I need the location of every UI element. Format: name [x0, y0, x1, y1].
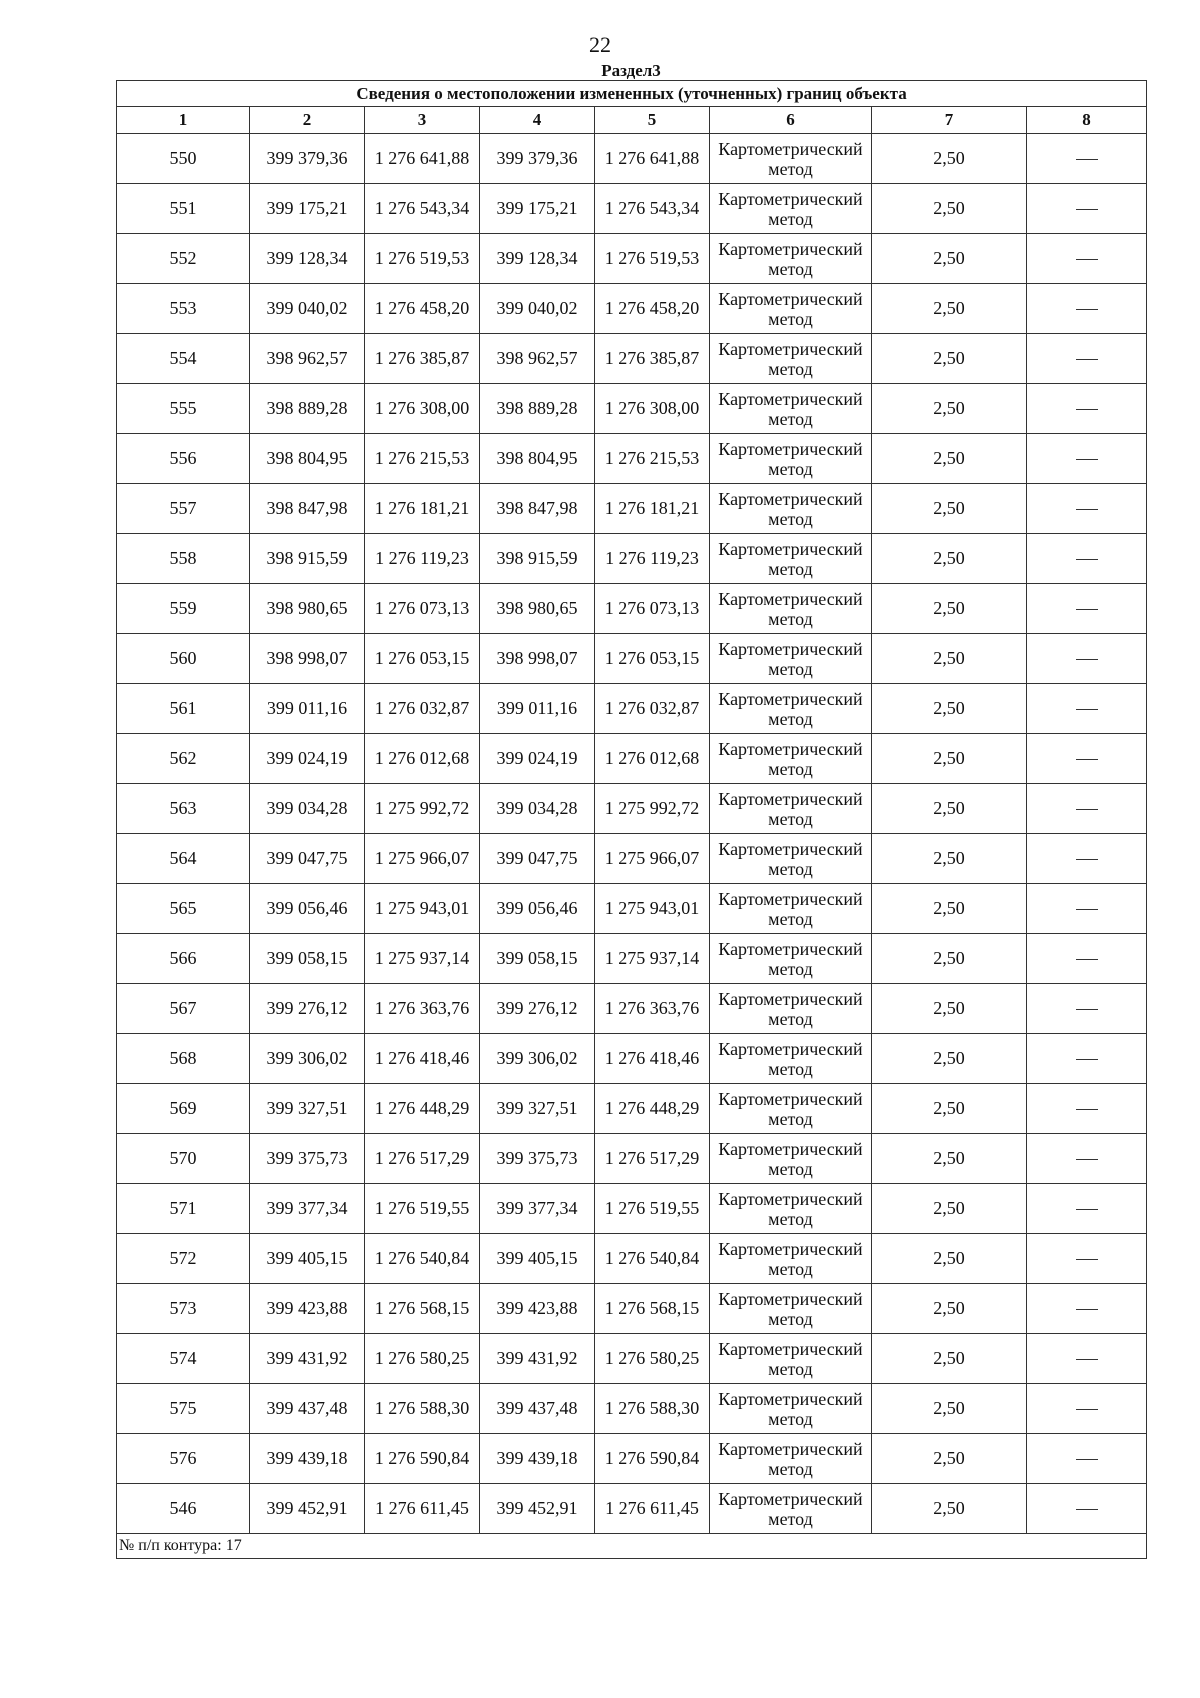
dash-mark	[1076, 1309, 1098, 1310]
empty-value-cell	[1027, 534, 1147, 584]
point-number-cell: 559	[117, 584, 250, 634]
method-cell: Картометрический метод	[710, 784, 872, 834]
table-cell: 1 276 543,34	[595, 184, 710, 234]
method-cell: Картометрический метод	[710, 1034, 872, 1084]
table-row	[117, 1234, 1147, 1284]
table-cell: 399 405,15	[250, 1234, 365, 1284]
table-cell: 399 452,91	[250, 1484, 365, 1534]
table-cell: 1 275 992,72	[365, 784, 480, 834]
method-cell: Картометрический метод	[710, 734, 872, 784]
table-row	[117, 1184, 1147, 1234]
empty-value-cell	[1027, 1284, 1147, 1334]
method-cell: Картометрический метод	[710, 934, 872, 984]
column-header-4: 4	[480, 107, 595, 134]
table-cell: 1 276 641,88	[365, 134, 480, 184]
dash-mark	[1076, 159, 1098, 160]
table-cell: 1 275 966,07	[365, 834, 480, 884]
table-cell: 2,50	[872, 934, 1027, 984]
table-cell: 2,50	[872, 634, 1027, 684]
table-cell: 1 276 385,87	[365, 334, 480, 384]
dash-mark	[1076, 1059, 1098, 1060]
empty-value-cell	[1027, 434, 1147, 484]
point-number-cell: 572	[117, 1234, 250, 1284]
table-cell: 399 011,16	[480, 684, 595, 734]
point-number-cell: 566	[117, 934, 250, 984]
method-cell: Картометрический метод	[710, 234, 872, 284]
table-row	[117, 734, 1147, 784]
column-header-8: 8	[1027, 107, 1147, 134]
point-number-cell: 567	[117, 984, 250, 1034]
table-cell: 399 024,19	[480, 734, 595, 784]
table-cell: 1 276 641,88	[595, 134, 710, 184]
table-cell: 2,50	[872, 1484, 1027, 1534]
table-row	[117, 1384, 1147, 1434]
dash-mark	[1076, 809, 1098, 810]
table-cell: 1 276 568,15	[595, 1284, 710, 1334]
table-cell: 1 276 073,13	[365, 584, 480, 634]
table-cell: 398 804,95	[480, 434, 595, 484]
column-header-5: 5	[595, 107, 710, 134]
table-cell: 2,50	[872, 134, 1027, 184]
method-cell: Картометрический метод	[710, 584, 872, 634]
point-number-cell: 569	[117, 1084, 250, 1134]
point-number-cell: 564	[117, 834, 250, 884]
table-row	[117, 284, 1147, 334]
table-cell: 398 962,57	[480, 334, 595, 384]
table-cell: 2,50	[872, 384, 1027, 434]
table-cell: 1 275 966,07	[595, 834, 710, 884]
dash-mark	[1076, 909, 1098, 910]
point-number-cell: 568	[117, 1034, 250, 1084]
table-cell: 1 276 458,20	[595, 284, 710, 334]
table-cell: 399 379,36	[250, 134, 365, 184]
table-cell: 2,50	[872, 1134, 1027, 1184]
table-cell: 1 276 519,55	[365, 1184, 480, 1234]
table-row	[117, 584, 1147, 634]
dash-mark	[1076, 1259, 1098, 1260]
dash-mark	[1076, 309, 1098, 310]
table-cell: 1 276 012,68	[595, 734, 710, 784]
point-number-cell: 552	[117, 234, 250, 284]
point-number-cell: 575	[117, 1384, 250, 1434]
table-row	[117, 334, 1147, 384]
table-cell: 1 276 458,20	[365, 284, 480, 334]
table-row	[117, 484, 1147, 534]
empty-value-cell	[1027, 334, 1147, 384]
table-cell: 1 276 540,84	[365, 1234, 480, 1284]
dash-mark	[1076, 1459, 1098, 1460]
empty-value-cell	[1027, 1434, 1147, 1484]
table-cell: 1 276 032,87	[595, 684, 710, 734]
contour-number: № п/п контура: 17	[117, 1534, 1147, 1559]
dash-mark	[1076, 409, 1098, 410]
dash-mark	[1076, 759, 1098, 760]
point-number-cell: 557	[117, 484, 250, 534]
table-cell: 399 047,75	[480, 834, 595, 884]
method-cell: Картометрический метод	[710, 1434, 872, 1484]
method-cell: Картометрический метод	[710, 184, 872, 234]
point-number-cell: 558	[117, 534, 250, 584]
table-cell: 1 276 540,84	[595, 1234, 710, 1284]
point-number-cell: 573	[117, 1284, 250, 1334]
point-number-cell: 556	[117, 434, 250, 484]
page-number: 22	[589, 32, 611, 57]
table-cell: 399 175,21	[480, 184, 595, 234]
method-cell: Картометрический метод	[710, 134, 872, 184]
table-cell: 2,50	[872, 884, 1027, 934]
section-title: Раздел3	[601, 61, 661, 80]
table-cell: 1 276 588,30	[595, 1384, 710, 1434]
table-cell: 1 276 012,68	[365, 734, 480, 784]
table-cell: 399 439,18	[480, 1434, 595, 1484]
point-number-cell: 563	[117, 784, 250, 834]
point-number-cell: 565	[117, 884, 250, 934]
empty-value-cell	[1027, 484, 1147, 534]
dash-mark	[1076, 1209, 1098, 1210]
table-cell: 1 275 937,14	[365, 934, 480, 984]
table-cell: 398 804,95	[250, 434, 365, 484]
table-cell: 2,50	[872, 584, 1027, 634]
table-cell: 1 276 385,87	[595, 334, 710, 384]
table-row	[117, 1134, 1147, 1184]
column-header-6: 6	[710, 107, 872, 134]
table-cell: 399 327,51	[480, 1084, 595, 1134]
column-header-row	[117, 107, 1147, 134]
table-cell: 1 276 448,29	[595, 1084, 710, 1134]
table-cell: 399 306,02	[480, 1034, 595, 1084]
dash-mark	[1076, 559, 1098, 560]
table-cell: 1 276 308,00	[595, 384, 710, 434]
table-cell: 1 276 363,76	[365, 984, 480, 1034]
dash-mark	[1076, 659, 1098, 660]
contour-footer-row	[117, 1534, 1147, 1559]
table-cell: 398 915,59	[250, 534, 365, 584]
point-number-cell: 554	[117, 334, 250, 384]
table-cell: 399 040,02	[250, 284, 365, 334]
empty-value-cell	[1027, 134, 1147, 184]
point-number-cell: 550	[117, 134, 250, 184]
table-cell: 2,50	[872, 284, 1027, 334]
table-cell: 1 275 943,01	[365, 884, 480, 934]
dash-mark	[1076, 959, 1098, 960]
empty-value-cell	[1027, 934, 1147, 984]
table-cell: 399 058,15	[250, 934, 365, 984]
table-row	[117, 684, 1147, 734]
table-cell: 398 962,57	[250, 334, 365, 384]
point-number-cell: 561	[117, 684, 250, 734]
table-cell: 1 276 517,29	[595, 1134, 710, 1184]
point-number-cell: 570	[117, 1134, 250, 1184]
method-cell: Картометрический метод	[710, 284, 872, 334]
dash-mark	[1076, 1159, 1098, 1160]
empty-value-cell	[1027, 634, 1147, 684]
table-cell: 1 276 181,21	[595, 484, 710, 534]
table-cell: 399 437,48	[480, 1384, 595, 1434]
table-cell: 2,50	[872, 784, 1027, 834]
point-number-cell: 553	[117, 284, 250, 334]
table-cell: 398 915,59	[480, 534, 595, 584]
table-cell: 399 276,12	[480, 984, 595, 1034]
point-number-cell: 571	[117, 1184, 250, 1234]
table-row	[117, 1334, 1147, 1384]
method-cell: Картометрический метод	[710, 434, 872, 484]
table-row	[117, 184, 1147, 234]
table-row	[117, 984, 1147, 1034]
empty-value-cell	[1027, 1034, 1147, 1084]
method-cell: Картометрический метод	[710, 1284, 872, 1334]
table-cell: 398 998,07	[250, 634, 365, 684]
table-cell: 1 276 418,46	[365, 1034, 480, 1084]
table-cell: 399 375,73	[250, 1134, 365, 1184]
table-cell: 1 276 519,53	[365, 234, 480, 284]
empty-value-cell	[1027, 834, 1147, 884]
table-cell: 398 980,65	[480, 584, 595, 634]
table-cell: 399 128,34	[480, 234, 595, 284]
table-cell: 2,50	[872, 1034, 1027, 1084]
table-cell: 399 034,28	[480, 784, 595, 834]
dash-mark	[1076, 209, 1098, 210]
table-cell: 2,50	[872, 734, 1027, 784]
method-cell: Картометрический метод	[710, 384, 872, 434]
table-cell: 1 276 611,45	[595, 1484, 710, 1534]
table-cell: 1 275 943,01	[595, 884, 710, 934]
table-cell: 399 377,34	[250, 1184, 365, 1234]
table-cell: 1 276 363,76	[595, 984, 710, 1034]
table-cell: 1 276 119,23	[365, 534, 480, 584]
table-cell: 399 276,12	[250, 984, 365, 1034]
table-cell: 399 437,48	[250, 1384, 365, 1434]
empty-value-cell	[1027, 1484, 1147, 1534]
table-row	[117, 784, 1147, 834]
table-cell: 1 276 032,87	[365, 684, 480, 734]
table-cell: 398 889,28	[480, 384, 595, 434]
empty-value-cell	[1027, 384, 1147, 434]
empty-value-cell	[1027, 284, 1147, 334]
empty-value-cell	[1027, 1234, 1147, 1284]
table-cell: 399 056,46	[480, 884, 595, 934]
empty-value-cell	[1027, 1184, 1147, 1234]
empty-value-cell	[1027, 234, 1147, 284]
table-caption: Сведения о местоположении измененных (уточненных) границ объекта	[117, 81, 1147, 107]
table-cell: 399 024,19	[250, 734, 365, 784]
point-number-cell: 546	[117, 1484, 250, 1534]
method-cell: Картометрический метод	[710, 834, 872, 884]
point-number-cell: 560	[117, 634, 250, 684]
table-row	[117, 134, 1147, 184]
table-cell: 399 405,15	[480, 1234, 595, 1284]
point-number-cell: 551	[117, 184, 250, 234]
table-row	[117, 884, 1147, 934]
table-cell: 2,50	[872, 1334, 1027, 1384]
point-number-cell: 574	[117, 1334, 250, 1384]
method-cell: Картометрический метод	[710, 884, 872, 934]
table-cell: 2,50	[872, 184, 1027, 234]
method-cell: Картометрический метод	[710, 484, 872, 534]
table-cell: 398 889,28	[250, 384, 365, 434]
method-cell: Картометрический метод	[710, 534, 872, 584]
table-cell: 399 377,34	[480, 1184, 595, 1234]
table-cell: 399 306,02	[250, 1034, 365, 1084]
empty-value-cell	[1027, 984, 1147, 1034]
table-cell: 1 276 611,45	[365, 1484, 480, 1534]
column-header-7: 7	[872, 107, 1027, 134]
table-cell: 399 047,75	[250, 834, 365, 884]
table-cell: 399 034,28	[250, 784, 365, 834]
point-number-cell: 555	[117, 384, 250, 434]
table-row	[117, 234, 1147, 284]
empty-value-cell	[1027, 734, 1147, 784]
table-cell: 2,50	[872, 684, 1027, 734]
table-cell: 399 128,34	[250, 234, 365, 284]
table-cell: 1 276 517,29	[365, 1134, 480, 1184]
method-cell: Картометрический метод	[710, 334, 872, 384]
table-cell: 1 276 181,21	[365, 484, 480, 534]
column-header-3: 3	[365, 107, 480, 134]
column-header-2: 2	[250, 107, 365, 134]
table-cell: 399 040,02	[480, 284, 595, 334]
table-cell: 2,50	[872, 1234, 1027, 1284]
table-row	[117, 934, 1147, 984]
table-cell: 2,50	[872, 484, 1027, 534]
table-cell: 1 276 519,53	[595, 234, 710, 284]
table-cell: 2,50	[872, 1434, 1027, 1484]
table-cell: 399 327,51	[250, 1084, 365, 1134]
table-cell: 399 056,46	[250, 884, 365, 934]
table-cell: 1 276 588,30	[365, 1384, 480, 1434]
table-row	[117, 1434, 1147, 1484]
table-cell: 1 276 215,53	[595, 434, 710, 484]
method-cell: Картометрический метод	[710, 684, 872, 734]
table-cell: 2,50	[872, 984, 1027, 1034]
point-number-cell: 562	[117, 734, 250, 784]
table-row	[117, 634, 1147, 684]
table-cell: 1 275 937,14	[595, 934, 710, 984]
table-cell: 399 379,36	[480, 134, 595, 184]
table-caption-row	[117, 81, 1147, 107]
table-cell: 399 375,73	[480, 1134, 595, 1184]
dash-mark	[1076, 1509, 1098, 1510]
table-cell: 398 980,65	[250, 584, 365, 634]
dash-mark	[1076, 359, 1098, 360]
table-cell: 1 276 119,23	[595, 534, 710, 584]
dash-mark	[1076, 859, 1098, 860]
table-row	[117, 834, 1147, 884]
empty-value-cell	[1027, 184, 1147, 234]
table-cell: 1 276 308,00	[365, 384, 480, 434]
table-cell: 399 423,88	[480, 1284, 595, 1334]
boundary-coordinates-table	[116, 80, 1147, 1559]
table-row	[117, 384, 1147, 434]
table-body	[117, 134, 1147, 1534]
table-cell: 1 276 215,53	[365, 434, 480, 484]
table-cell: 399 431,92	[250, 1334, 365, 1384]
table-cell: 399 175,21	[250, 184, 365, 234]
table-cell: 1 275 992,72	[595, 784, 710, 834]
table-cell: 1 276 568,15	[365, 1284, 480, 1334]
table-cell: 398 998,07	[480, 634, 595, 684]
table-row	[117, 434, 1147, 484]
table-cell: 1 276 580,25	[595, 1334, 710, 1384]
table-cell: 399 058,15	[480, 934, 595, 984]
table-cell: 1 276 448,29	[365, 1084, 480, 1134]
empty-value-cell	[1027, 1384, 1147, 1434]
table-cell: 399 431,92	[480, 1334, 595, 1384]
table-cell: 398 847,98	[250, 484, 365, 534]
table-cell: 1 276 053,15	[365, 634, 480, 684]
table-cell: 1 276 590,84	[365, 1434, 480, 1484]
table-cell: 2,50	[872, 234, 1027, 284]
dash-mark	[1076, 709, 1098, 710]
table-cell: 2,50	[872, 334, 1027, 384]
column-header-1: 1	[117, 107, 250, 134]
empty-value-cell	[1027, 884, 1147, 934]
empty-value-cell	[1027, 1134, 1147, 1184]
table-row	[117, 1284, 1147, 1334]
table-cell: 1 276 418,46	[595, 1034, 710, 1084]
method-cell: Картометрический метод	[710, 634, 872, 684]
table-cell: 399 011,16	[250, 684, 365, 734]
table-cell: 2,50	[872, 534, 1027, 584]
table-cell: 399 423,88	[250, 1284, 365, 1334]
method-cell: Картометрический метод	[710, 1084, 872, 1134]
table-cell: 398 847,98	[480, 484, 595, 534]
point-number-cell: 576	[117, 1434, 250, 1484]
method-cell: Картометрический метод	[710, 1134, 872, 1184]
table-cell: 399 452,91	[480, 1484, 595, 1534]
table-cell: 2,50	[872, 834, 1027, 884]
method-cell: Картометрический метод	[710, 1234, 872, 1284]
method-cell: Картометрический метод	[710, 1184, 872, 1234]
dash-mark	[1076, 259, 1098, 260]
empty-value-cell	[1027, 784, 1147, 834]
dash-mark	[1076, 1009, 1098, 1010]
dash-mark	[1076, 609, 1098, 610]
table-cell: 2,50	[872, 1284, 1027, 1334]
table-cell: 2,50	[872, 1384, 1027, 1434]
empty-value-cell	[1027, 684, 1147, 734]
method-cell: Картометрический метод	[710, 1384, 872, 1434]
table-cell: 1 276 580,25	[365, 1334, 480, 1384]
empty-value-cell	[1027, 1084, 1147, 1134]
table-cell: 2,50	[872, 1084, 1027, 1134]
method-cell: Картометрический метод	[710, 1334, 872, 1384]
dash-mark	[1076, 1409, 1098, 1410]
table-row	[117, 1034, 1147, 1084]
method-cell: Картометрический метод	[710, 984, 872, 1034]
empty-value-cell	[1027, 584, 1147, 634]
table-cell: 1 276 590,84	[595, 1434, 710, 1484]
table-cell: 1 276 073,13	[595, 584, 710, 634]
dash-mark	[1076, 1359, 1098, 1360]
dash-mark	[1076, 459, 1098, 460]
dash-mark	[1076, 509, 1098, 510]
empty-value-cell	[1027, 1334, 1147, 1384]
table-cell: 1 276 053,15	[595, 634, 710, 684]
table-cell: 1 276 543,34	[365, 184, 480, 234]
method-cell: Картометрический метод	[710, 1484, 872, 1534]
table-row	[117, 1084, 1147, 1134]
table-cell: 399 439,18	[250, 1434, 365, 1484]
document-body	[116, 62, 1146, 1559]
table-row	[117, 534, 1147, 584]
table-row	[117, 1484, 1147, 1534]
table-cell: 2,50	[872, 1184, 1027, 1234]
table-cell: 1 276 519,55	[595, 1184, 710, 1234]
table-cell: 2,50	[872, 434, 1027, 484]
dash-mark	[1076, 1109, 1098, 1110]
